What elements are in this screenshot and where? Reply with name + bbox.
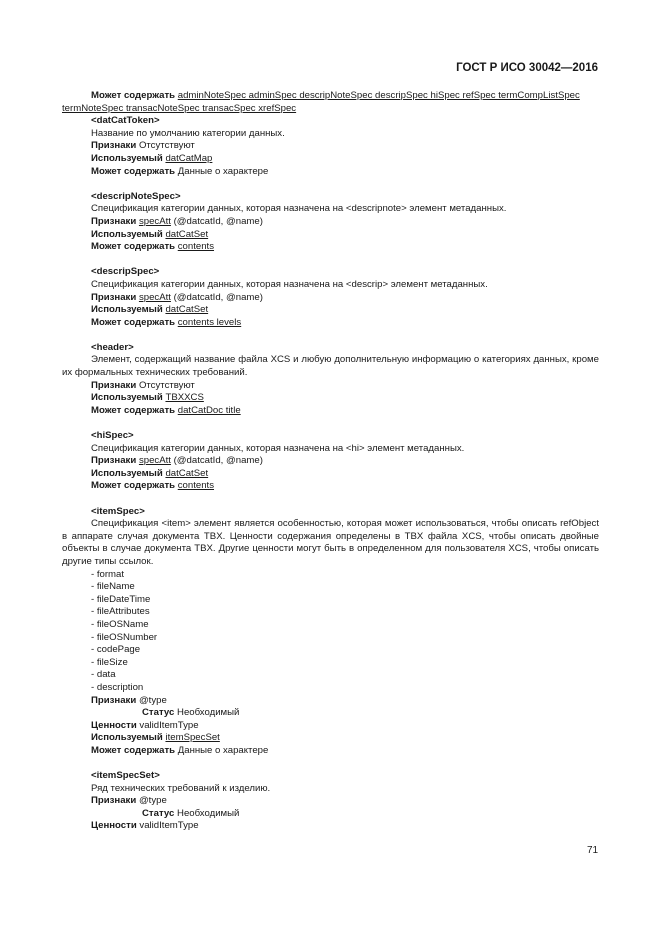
used-link[interactable]: datCatSet [165, 228, 209, 240]
used-label: Используемый [91, 392, 163, 404]
used-line [62, 304, 599, 317]
attrs-label: Признаки [91, 291, 137, 303]
values-line [62, 820, 599, 833]
used-line [62, 732, 599, 745]
list-item: - format [91, 568, 125, 580]
list-item: - fileAttributes [91, 606, 150, 618]
attrs-line [62, 140, 599, 153]
item-list [62, 569, 599, 695]
status-label: Статус [142, 707, 175, 719]
attrs-rest: (@datcatId, @name) [173, 291, 263, 303]
attrs-label: Признаки [91, 379, 137, 391]
attrs-value: @type [138, 795, 167, 807]
section-desc: Ряд технических требований к изделию. [91, 782, 271, 794]
page-number: 71 [587, 845, 599, 856]
contain-link[interactable]: contents levels [177, 316, 242, 328]
used-label: Используемый [91, 228, 163, 240]
status-line [62, 808, 599, 821]
used-label: Используемый [91, 152, 163, 164]
attrs-line [62, 695, 599, 708]
standard-header: ГОСТ Р ИСО 30042—2016 [456, 62, 598, 74]
attrs-line [62, 455, 599, 468]
used-line [62, 392, 599, 405]
intro-links-2[interactable]: termNoteSpec transacNoteSpec transacSpec xrefSpec [62, 102, 297, 114]
used-link[interactable]: datCatSet [165, 304, 209, 316]
contain-line [62, 241, 599, 254]
section-desc: Спецификация категории данных, которая назначена на <descripnote> элемент метаданных. [91, 203, 507, 215]
may-contain-label: Может содержать [91, 90, 176, 101]
attrs-line [62, 292, 599, 305]
may-contain-label: Может содержать [91, 316, 176, 328]
intro-links-1[interactable]: adminNoteSpec adminSpec descripNoteSpec descripSpec hiSpec refSpec termCompListSpec [177, 90, 580, 101]
used-label: Используемый [91, 732, 163, 744]
attrs-link[interactable]: specAtt [138, 455, 171, 467]
may-contain-label: Может содержать [91, 165, 176, 177]
section-heading: <descripNoteSpec> [91, 190, 181, 202]
section-heading: <header> [91, 341, 134, 353]
may-contain-label: Может содержать [91, 480, 176, 492]
attrs-value: Отсутствуют [138, 140, 195, 152]
status-value: Необходимый [177, 807, 240, 819]
status-line [62, 707, 599, 720]
contain-line [62, 480, 599, 493]
section-desc: Название по умолчанию категории данных. [91, 127, 285, 139]
contain-link[interactable]: datCatDoc title [177, 404, 241, 416]
attrs-label: Признаки [91, 215, 137, 227]
used-label: Используемый [91, 304, 163, 316]
attrs-rest: (@datcatId, @name) [173, 455, 263, 467]
list-item: - fileOSName [91, 618, 149, 630]
section-heading: <itemSpecSet> [91, 770, 160, 782]
used-link[interactable]: TBXXCS [165, 392, 204, 404]
used-label: Используемый [91, 467, 163, 479]
section-heading: <descripSpec> [91, 266, 160, 278]
used-link[interactable]: itemSpecSet [165, 732, 220, 744]
list-item: - codePage [91, 644, 141, 656]
used-link[interactable]: datCatMap [165, 152, 213, 164]
list-item: - fileDateTime [91, 593, 151, 605]
used-line [62, 153, 599, 166]
attrs-label: Признаки [91, 694, 137, 706]
attrs-rest: (@datcatId, @name) [173, 215, 263, 227]
attrs-link[interactable]: specAtt [138, 215, 171, 227]
used-line [62, 468, 599, 481]
contain-value: Данные о характере [177, 165, 269, 177]
may-contain-label: Может содержать [91, 241, 176, 253]
contain-line [62, 317, 599, 330]
values-label: Ценности [91, 719, 137, 731]
values-value: validItemType [139, 820, 199, 832]
section-desc: Спецификация категории данных, которая назначена на <hi> элемент метаданных. [91, 442, 465, 454]
attrs-value: @type [138, 694, 167, 706]
attrs-link[interactable]: specAtt [138, 291, 171, 303]
used-link[interactable]: datCatSet [165, 467, 209, 479]
contain-link[interactable]: contents [177, 480, 215, 492]
list-item: - data [91, 669, 116, 681]
section-heading: <hiSpec> [91, 430, 134, 442]
section-desc: Спецификация категории данных, которая назначена на <descrip> элемент метаданных. [91, 278, 488, 290]
list-item: - fileSize [91, 656, 128, 668]
contain-line [62, 166, 599, 179]
list-item: - description [91, 681, 144, 693]
attrs-line [62, 795, 599, 808]
list-item: - fileName [91, 581, 135, 593]
values-line [62, 720, 599, 733]
status-label: Статус [142, 807, 175, 819]
list-item: - fileOSNumber [91, 631, 158, 643]
values-label: Ценности [91, 820, 137, 832]
document-body [62, 90, 599, 833]
values-value: validItemType [139, 719, 199, 731]
attrs-label: Признаки [91, 795, 137, 807]
status-value: Необходимый [177, 707, 240, 719]
section-heading: <itemSpec> [91, 505, 145, 517]
attrs-line [62, 380, 599, 393]
may-contain-label: Может содержать [91, 404, 176, 416]
attrs-line [62, 216, 599, 229]
contain-link[interactable]: contents [177, 241, 215, 253]
attrs-label: Признаки [91, 140, 137, 152]
section-heading: <datCatToken> [91, 115, 160, 127]
section-desc: Элемент, содержащий название файла XCS и любую дополнительную информацию о категориях данных, кроме их формальных технических требований. [62, 354, 599, 379]
attrs-value: Отсутствуют [138, 379, 195, 391]
contain-value: Данные о характере [177, 744, 269, 756]
may-contain-label: Может содержать [91, 744, 176, 756]
contain-line [62, 405, 599, 418]
contain-line [62, 745, 599, 758]
used-line [62, 229, 599, 242]
section-desc: Спецификация <item> элемент является особенностью, которая может использоваться, чтобы описать refObject в аппарате случая документа TBX. Ценности содержания определены в TBX файла XCS, чтобы описать двойные объекты в случае документа TBX. Другие ценности могут быть в определенном для пользователя XCS, чтобы описать другие типы ссылок. [62, 518, 599, 567]
attrs-label: Признаки [91, 455, 137, 467]
intro-line-1 [62, 90, 599, 103]
